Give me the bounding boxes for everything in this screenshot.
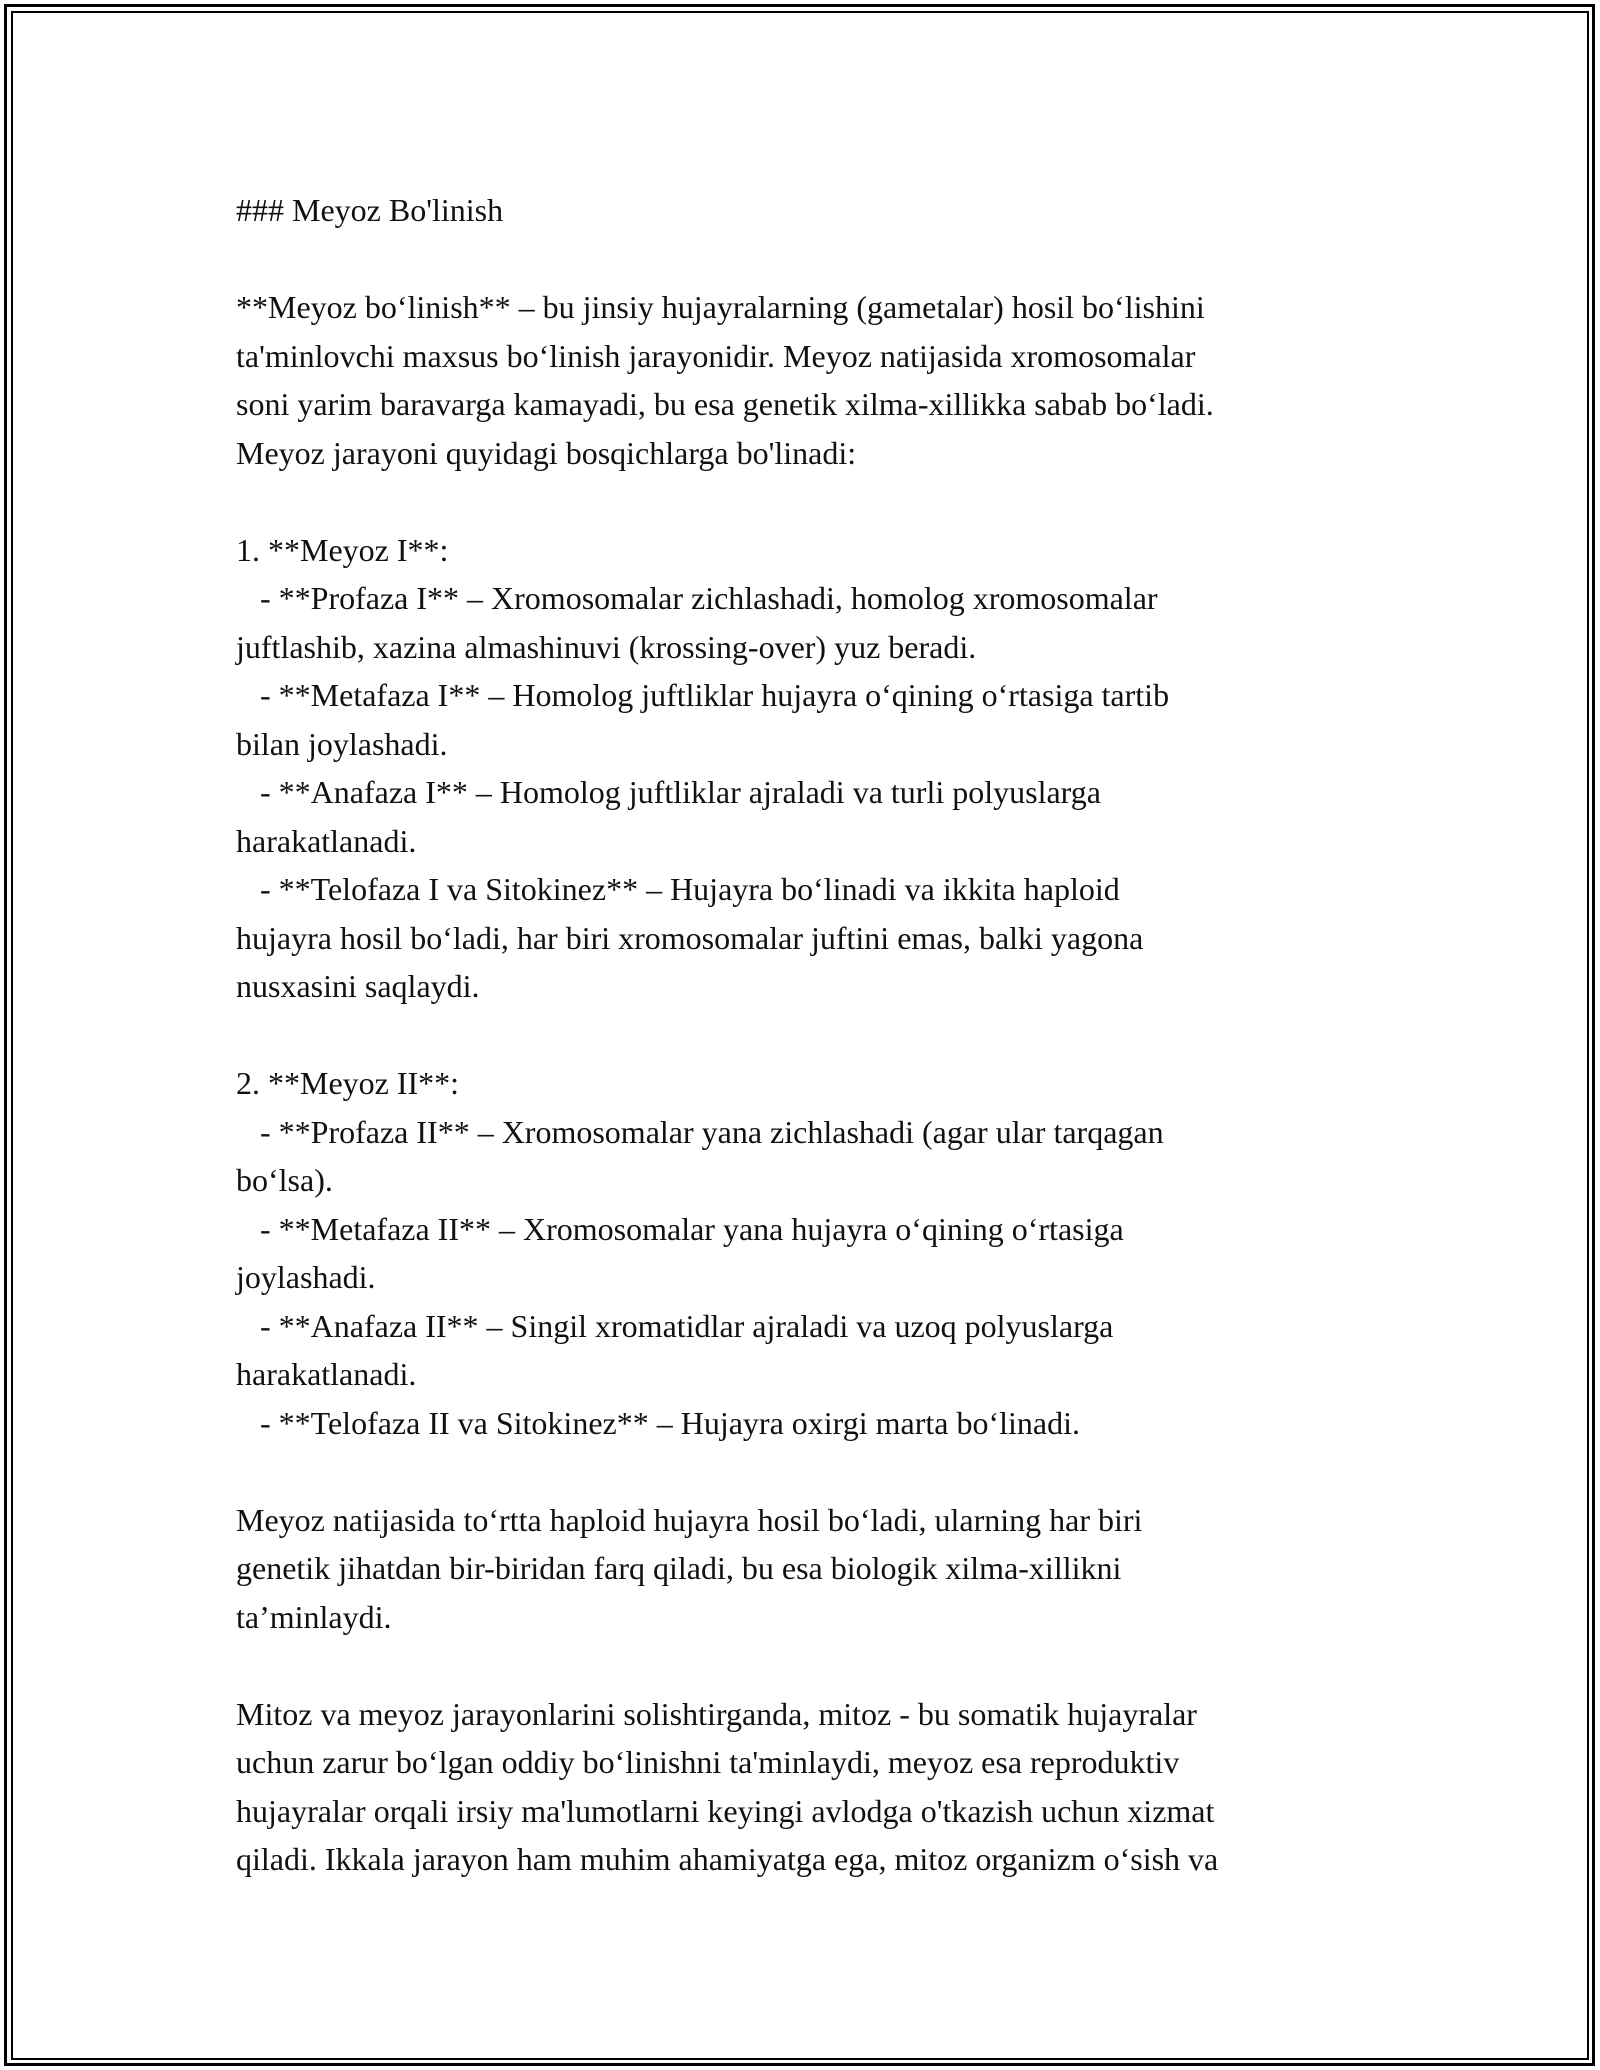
text-line: - **Profaza II** – Xromosomalar yana zichlashadi (agar ular tarqagan: [236, 1113, 1164, 1150]
text-line: 1. **Meyoz I**:: [236, 531, 449, 568]
text-line: bilan joylashadi.: [236, 725, 448, 762]
text-line: - **Telofaza I va Sitokinez** – Hujayra bo‘linadi va ikkita haploid: [236, 871, 1120, 907]
text-line: uchun zarur bo‘lgan oddiy bo‘linishni ta'minlaydi, meyoz esa reproduktiv: [236, 1744, 1180, 1780]
text-line: ta’minlaydi.: [236, 1598, 392, 1635]
text-line: - **Metafaza II** – Xromosomalar yana hujayra o‘qining o‘rtasiga: [236, 1210, 1124, 1247]
text-line: **Meyoz bo‘linish** – bu jinsiy hujayralarning (gametalar) hosil bo‘lishini: [236, 289, 1205, 325]
text-line: - **Anafaza II** – Singil xromatidlar ajraladi va uzoq polyuslarga: [236, 1307, 1114, 1344]
meiosis-1-section: [236, 526, 1396, 1011]
text-line: harakatlanadi.: [236, 1356, 417, 1392]
text-line: joylashadi.: [236, 1259, 376, 1295]
paragraph-gap: [236, 1641, 1396, 1690]
document-page: [236, 186, 1396, 1884]
paragraph-gap: [236, 235, 1396, 284]
text-line: juftlashib, xazina almashinuvi (krossing-over) yuz beradi.: [236, 628, 977, 665]
paragraph-gap: [236, 477, 1396, 526]
text-line: soni yarim baravarga kamayadi, bu esa genetik xilma-xillikka sabab bo‘ladi.: [236, 386, 1214, 422]
paragraph-gap: [236, 1447, 1396, 1496]
text-line: ta'minlovchi maxsus bo‘linish jarayonidir. Meyoz natijasida xromosomalar: [236, 337, 1196, 374]
meiosis-2-section: [236, 1059, 1396, 1447]
text-line: - **Telofaza II va Sitokinez** – Hujayra oxirgi marta bo‘linadi.: [236, 1404, 1081, 1441]
paragraph-gap: [236, 1011, 1396, 1060]
document-heading: ### Meyoz Bo'linish: [236, 192, 504, 228]
text-line: Meyoz natijasida to‘rtta haploid hujayra hosil bo‘ladi, ularning har biri: [236, 1501, 1143, 1538]
text-line: - **Anafaza I** – Homolog juftliklar ajraladi va turli polyuslarga: [236, 774, 1101, 810]
text-line: nusxasini saqlaydi.: [236, 968, 480, 1004]
comparison-paragraph: [236, 1690, 1396, 1884]
text-line: qiladi. Ikkala jarayon ham muhim ahamiyatga ega, mitoz organizm o‘sish va: [236, 1841, 1219, 1877]
intro-paragraph: [236, 283, 1396, 477]
text-line: - **Profaza I** – Xromosomalar zichlashadi, homolog xromosomalar: [236, 580, 1158, 616]
text-line: - **Metafaza I** – Homolog juftliklar hujayra o‘qining o‘rtasiga tartib: [236, 677, 1170, 713]
text-line: hujayra hosil bo‘ladi, har biri xromosomalar juftini emas, balki yagona: [236, 919, 1144, 956]
text-line: 2. **Meyoz II**:: [236, 1065, 460, 1101]
text-line: hujayralar orqali irsiy ma'lumotlarni keyingi avlodga o'tkazish uchun xizmat: [236, 1792, 1215, 1829]
text-line: harakatlanadi.: [236, 822, 417, 859]
conclusion-paragraph: [236, 1496, 1396, 1642]
text-line: Mitoz va meyoz jarayonlarini solishtirganda, mitoz - bu somatik hujayralar: [236, 1695, 1197, 1732]
text-line: bo‘lsa).: [236, 1162, 333, 1198]
text-line: genetik jihatdan bir-biridan farq qiladi, bu esa biologik xilma-xillikni: [236, 1550, 1122, 1586]
text-line: Meyoz jarayoni quyidagi bosqichlarga bo'linadi:: [236, 434, 857, 471]
